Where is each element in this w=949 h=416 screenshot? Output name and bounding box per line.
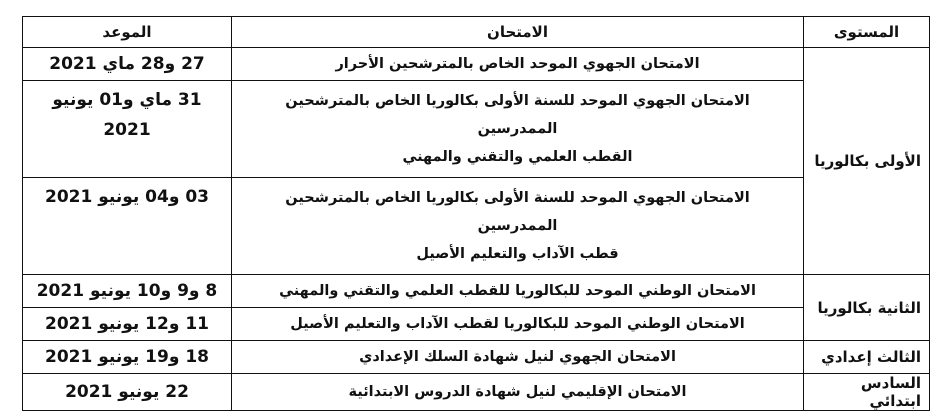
date-line: 27 و28 ماي 2021	[49, 54, 205, 74]
date-line: 31 ماي و01 يونيو	[52, 90, 202, 110]
date-line: 22 يونيو 2021	[65, 382, 189, 402]
header-exam: الامتحان	[232, 17, 804, 48]
exam-line: الممدرسين	[477, 218, 558, 234]
header-date: الموعد	[23, 17, 232, 48]
table-row	[23, 178, 930, 275]
date-cell	[23, 275, 232, 308]
table-row	[23, 275, 930, 308]
exam-schedule-table	[22, 16, 930, 411]
date-cell	[23, 308, 232, 341]
exam-cell	[232, 178, 804, 275]
exam-line: الامتحان الجهوي الموحد الخاص بالمترشحين الأحرار	[335, 56, 700, 72]
date-cell	[23, 178, 232, 275]
exam-cell	[232, 275, 804, 308]
exam-line: الامتحان الإقليمي لنيل شهادة الدروس الابتدائية	[348, 384, 687, 400]
exam-line: الامتحان الوطني الموحد للبكالوريا لقطب الآداب والتعليم الأصيل	[290, 316, 745, 332]
exam-line: الممدرسين	[477, 121, 558, 137]
date-cell	[23, 341, 232, 374]
header-row	[23, 17, 930, 48]
exam-cell	[232, 341, 804, 374]
table-row	[23, 81, 930, 178]
exam-line: القطب العلمي والتقني والمهني	[402, 149, 633, 165]
date-line: 8 و9 و10 يونيو 2021	[36, 281, 218, 301]
table-row	[23, 374, 930, 411]
level-cell: السادس ابتدائي	[804, 374, 930, 411]
date-line: 18 و19 يونيو 2021	[44, 347, 210, 367]
exam-cell	[232, 48, 804, 81]
exam-cell	[232, 374, 804, 411]
exam-schedule	[22, 16, 929, 411]
header-level: المستوى	[804, 17, 930, 48]
level-cell: الثانية بكالوريا	[804, 275, 930, 341]
table-row	[23, 48, 930, 81]
exam-line: الامتحان الجهوي الموحد للسنة الأولى بكالوريا الخاص بالمترشحين	[285, 190, 750, 206]
date-line: 03 و04 يونيو 2021	[44, 187, 210, 207]
table-row	[23, 308, 930, 341]
exam-line: قطب الآداب والتعليم الأصيل	[416, 246, 619, 262]
exam-cell	[232, 308, 804, 341]
date-cell	[23, 48, 232, 81]
exam-line: الامتحان الجهوي الموحد للسنة الأولى بكالوريا الخاص بالمترشحين	[285, 93, 750, 109]
exam-line: الامتحان الوطني الموحد للبكالوريا للقطب العلمي والتقني والمهني	[279, 283, 756, 299]
exam-cell	[232, 81, 804, 178]
exam-line: الامتحان الجهوي لنيل شهادة السلك الإعدادي	[359, 349, 676, 365]
date-cell	[23, 374, 232, 411]
level-cell: الثالث إعدادي	[804, 341, 930, 374]
date-line: 11 و12 يونيو 2021	[44, 314, 210, 334]
table-row	[23, 341, 930, 374]
date-cell	[23, 81, 232, 178]
date-line: 2021	[103, 120, 151, 140]
level-cell: الأولى بكالوريا	[804, 48, 930, 275]
